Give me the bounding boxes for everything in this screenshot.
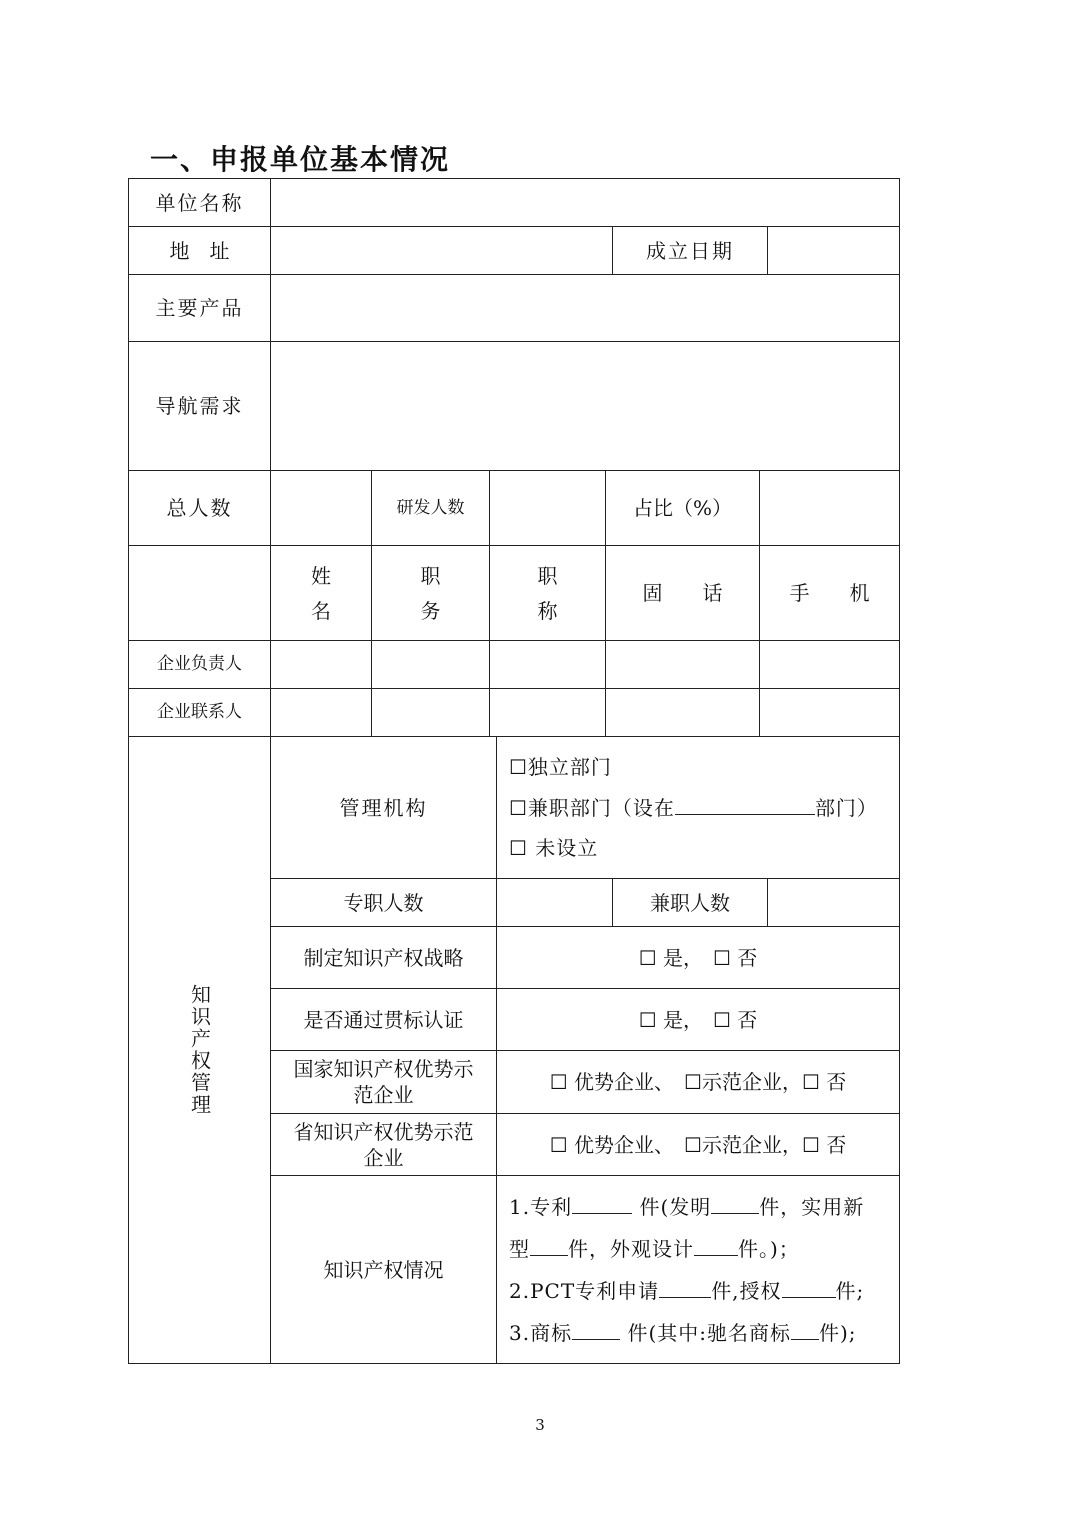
trademark-count-blank[interactable] bbox=[572, 1319, 620, 1340]
rd-staff-field[interactable] bbox=[490, 471, 606, 546]
certification-options[interactable]: ☐ 是， ☐ 否 bbox=[497, 989, 899, 1051]
header-name-char2: 名 bbox=[311, 598, 331, 623]
trademark-suffix: 件); bbox=[819, 1320, 857, 1345]
parttime-dept-prefix: ☐兼职部门（设在 bbox=[509, 796, 675, 820]
header-title-char1: 职 bbox=[537, 563, 558, 588]
provincial-demo-options[interactable]: ☐ 优势企业、 ☐示范企业，☐ 否 bbox=[497, 1114, 899, 1176]
design-suffix: 件。)； bbox=[738, 1237, 800, 1262]
design-prefix: 型 bbox=[509, 1237, 530, 1262]
header-mobile: 手 机 bbox=[760, 546, 899, 641]
patent-count-blank[interactable] bbox=[572, 1193, 632, 1214]
patent-prefix: 1.专利 bbox=[509, 1195, 573, 1220]
trademark-line bbox=[509, 1319, 857, 1346]
enterprise-contact-name[interactable] bbox=[271, 689, 372, 737]
established-date-field[interactable] bbox=[768, 227, 899, 275]
rd-staff-label: 研发人数 bbox=[372, 471, 490, 546]
unit-name-field[interactable] bbox=[271, 179, 899, 227]
basic-info-table bbox=[128, 178, 900, 1364]
national-demo-label: 国家知识产权优势示范企业 bbox=[271, 1051, 497, 1114]
option-independent-dept[interactable]: ☐独立部门 bbox=[509, 755, 612, 779]
parttime-dept-suffix: 部门） bbox=[814, 796, 878, 820]
ip-strategy-options[interactable]: ☐ 是， ☐ 否 bbox=[497, 927, 899, 989]
mgmt-org-options bbox=[497, 737, 899, 879]
design-text: 件，外观设计 bbox=[568, 1237, 694, 1262]
fulltime-staff-field[interactable] bbox=[497, 879, 613, 927]
pct-suffix: 件; bbox=[835, 1278, 865, 1303]
utility-text: 件，实用新 bbox=[759, 1195, 865, 1220]
navigation-needs-label: 导航需求 bbox=[129, 342, 271, 471]
trademark-prefix: 3.商标 bbox=[509, 1320, 573, 1345]
ip-status-details bbox=[497, 1176, 899, 1363]
mgmt-org-label: 管理机构 bbox=[271, 737, 497, 879]
ratio-field[interactable] bbox=[760, 471, 899, 546]
famous-trademark-text: 件(其中:驰名商标 bbox=[620, 1320, 791, 1345]
ip-status-label: 知识产权情况 bbox=[271, 1176, 497, 1363]
navigation-needs-field[interactable] bbox=[271, 342, 899, 471]
header-position-char1: 职 bbox=[420, 563, 441, 588]
pct-prefix: 2.PCT专利申请 bbox=[509, 1278, 660, 1303]
parttime-staff-field[interactable] bbox=[768, 879, 899, 927]
patent-invention-text: 件(发明 bbox=[632, 1195, 712, 1220]
header-position-char2: 务 bbox=[420, 598, 441, 623]
enterprise-contact-position[interactable] bbox=[372, 689, 490, 737]
famous-trademark-blank[interactable] bbox=[791, 1319, 819, 1340]
pct-line bbox=[509, 1277, 864, 1304]
section-title: 一、申报单位基本情况 bbox=[150, 143, 451, 176]
enterprise-contact-mobile[interactable] bbox=[760, 689, 899, 737]
provincial-demo-label: 省知识产权优势示范企业 bbox=[271, 1114, 497, 1176]
header-name-char1: 姓 bbox=[311, 563, 331, 588]
header-position bbox=[372, 546, 490, 641]
enterprise-contact-landline[interactable] bbox=[606, 689, 760, 737]
parttime-dept-blank[interactable] bbox=[675, 794, 815, 815]
option-not-established[interactable]: ☐ 未设立 bbox=[509, 836, 599, 860]
invention-count-blank[interactable] bbox=[711, 1193, 759, 1214]
enterprise-contact-title[interactable] bbox=[490, 689, 606, 737]
enterprise-head-landline[interactable] bbox=[606, 641, 760, 689]
design-line bbox=[509, 1235, 800, 1262]
address-label: 地 址 bbox=[129, 227, 271, 275]
ip-strategy-label: 制定知识产权战略 bbox=[271, 927, 497, 989]
total-staff-label: 总人数 bbox=[129, 471, 271, 546]
main-products-label: 主要产品 bbox=[129, 275, 271, 342]
fulltime-staff-label: 专职人数 bbox=[271, 879, 497, 927]
header-title bbox=[490, 546, 606, 641]
ip-management-group-label bbox=[129, 737, 271, 1363]
pct-grant-text: 件,授权 bbox=[711, 1278, 782, 1303]
parttime-staff-label: 兼职人数 bbox=[613, 879, 768, 927]
enterprise-head-title[interactable] bbox=[490, 641, 606, 689]
national-demo-options[interactable]: ☐ 优势企业、 ☐示范企业，☐ 否 bbox=[497, 1051, 899, 1114]
total-staff-field[interactable] bbox=[271, 471, 372, 546]
design-count-blank[interactable] bbox=[694, 1235, 738, 1256]
enterprise-contact-label: 企业联系人 bbox=[129, 689, 271, 737]
patent-line bbox=[509, 1193, 864, 1220]
contact-header-blank bbox=[129, 546, 271, 641]
ip-management-vertical-text: 知识产权管理 bbox=[187, 984, 212, 1116]
option-parttime-dept[interactable] bbox=[509, 794, 878, 821]
enterprise-head-name[interactable] bbox=[271, 641, 372, 689]
header-title-char2: 称 bbox=[537, 598, 558, 623]
pct-application-blank[interactable] bbox=[659, 1277, 711, 1298]
enterprise-head-mobile[interactable] bbox=[760, 641, 899, 689]
unit-name-label: 单位名称 bbox=[129, 179, 271, 227]
certification-label: 是否通过贯标认证 bbox=[271, 989, 497, 1051]
enterprise-head-label: 企业负责人 bbox=[129, 641, 271, 689]
header-landline: 固 话 bbox=[606, 546, 760, 641]
page-number: 3 bbox=[535, 1416, 545, 1434]
enterprise-head-position[interactable] bbox=[372, 641, 490, 689]
utility-count-blank[interactable] bbox=[530, 1235, 568, 1256]
established-date-label: 成立日期 bbox=[613, 227, 768, 275]
address-field[interactable] bbox=[271, 227, 613, 275]
main-products-field[interactable] bbox=[271, 275, 899, 342]
pct-grant-blank[interactable] bbox=[782, 1277, 836, 1298]
header-name bbox=[271, 546, 372, 641]
ratio-label: 占比（%） bbox=[606, 471, 760, 546]
